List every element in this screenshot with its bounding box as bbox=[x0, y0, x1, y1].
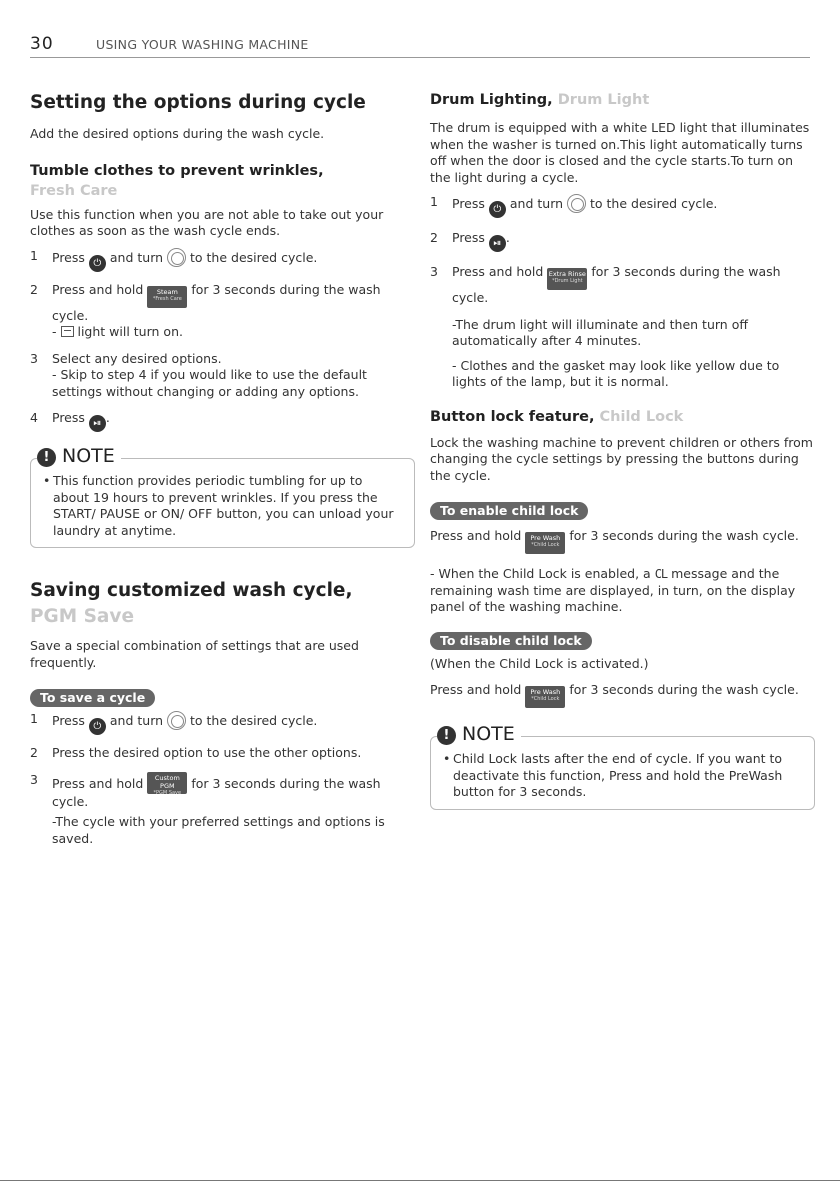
save-cycle-label bbox=[30, 687, 415, 707]
step-text: and turn bbox=[109, 713, 164, 728]
disable-instruction bbox=[430, 682, 815, 708]
cl-display-glyph: CL bbox=[654, 567, 668, 581]
tumble-step-3 bbox=[30, 351, 415, 401]
step-number: 3 bbox=[430, 264, 438, 279]
note-title-text: NOTE bbox=[62, 445, 115, 467]
instruction-text: Press and hold bbox=[430, 528, 522, 543]
step-text: Press bbox=[52, 410, 85, 425]
step-text: Press bbox=[452, 230, 485, 245]
note-exclamation-icon: ! bbox=[437, 726, 456, 745]
pre-wash-button-icon bbox=[525, 532, 565, 554]
key-label: Pre Wash bbox=[530, 534, 561, 542]
instruction-text: for 3 seconds during the wash cycle. bbox=[569, 682, 799, 697]
note-text: • This function provides periodic tumbling for up to about 19 hours to prevent wrinkles. If you press the START/ PAUSE or ON/ OFF button, you can unload your laundry at anytime. bbox=[43, 473, 402, 539]
step-number: 1 bbox=[30, 711, 38, 726]
options-intro: Add the desired options during the wash cycle. bbox=[30, 126, 325, 141]
key-sublabel: *Drum Light bbox=[552, 278, 583, 284]
key-sublabel: *PGM Save bbox=[153, 789, 182, 796]
page-bottom-rule bbox=[0, 1180, 840, 1181]
lock-description: Lock the washing machine to prevent children or others from changing the cycle settings by pressing the buttons during the cycle. bbox=[430, 434, 813, 483]
drum-feature-name: Drum Light bbox=[557, 92, 650, 108]
power-button-icon: ⏻ bbox=[489, 201, 506, 218]
key-sublabel: *Child Lock bbox=[531, 542, 560, 548]
step-text: for 3 seconds during the wash cycle. bbox=[452, 264, 781, 305]
saving-step-3-note: -The cycle with your preferred settings and options is saved. bbox=[52, 814, 385, 846]
fresh-care-indicator-icon bbox=[61, 326, 74, 337]
instruction-text: Press and hold bbox=[430, 682, 522, 697]
extra-rinse-button-icon bbox=[547, 268, 587, 290]
tumble-description: Use this function when you are not able to take out your clothes as soon as the wash cycle ends. bbox=[30, 206, 384, 238]
lock-heading bbox=[430, 407, 815, 427]
chapter-title: USING YOUR WASHING MACHINE bbox=[96, 37, 309, 52]
step-text: Press and hold bbox=[52, 281, 144, 297]
section-title-options: Setting the options during cycle bbox=[30, 92, 366, 113]
disable-child-lock-label bbox=[430, 630, 815, 650]
heading-text: Drum Lighting, bbox=[430, 92, 553, 108]
tumble-heading: Tumble clothes to prevent wrinkles, bbox=[30, 162, 324, 179]
step-number: 2 bbox=[430, 230, 438, 245]
tumble-step-4 bbox=[30, 410, 415, 432]
drum-description: The drum is equipped with a white LED light that illuminates when the washer is turned on.This light automatically turns off when the door is closed and the cycle starts.To turn on the light during a cycle. bbox=[430, 120, 810, 185]
step-text: Press and hold bbox=[452, 264, 544, 279]
power-button-icon: ⏻ bbox=[89, 255, 106, 272]
step-text: Select any desired options. bbox=[52, 350, 222, 366]
start-pause-button-icon: ⏯ bbox=[89, 415, 106, 432]
drum-step-3-note-1: -The drum light will illuminate and then turn off automatically after 4 minutes. bbox=[452, 316, 748, 348]
note-title-text: NOTE bbox=[462, 723, 515, 745]
disable-condition: (When the Child Lock is activated.) bbox=[430, 655, 649, 671]
drum-step-2 bbox=[430, 230, 815, 252]
step-text: to the desired cycle. bbox=[190, 249, 318, 265]
step-text: to the desired cycle. bbox=[190, 713, 318, 728]
step-text: and turn bbox=[109, 249, 164, 265]
key-label: Custom PGM bbox=[154, 773, 180, 790]
power-button-icon: ⏻ bbox=[89, 718, 106, 735]
pill-label: To enable child lock bbox=[430, 502, 588, 520]
step-text: Press bbox=[452, 196, 485, 211]
saving-step-3 bbox=[30, 772, 415, 848]
cycle-dial-icon bbox=[567, 194, 586, 213]
pre-wash-button-icon bbox=[525, 686, 565, 708]
note-title bbox=[37, 445, 121, 467]
info-text: message and the remaining wash time are displayed, in turn, on the display panel of the washing machine. bbox=[430, 566, 796, 614]
step-text: Press the desired option to use the other options. bbox=[52, 745, 362, 760]
drum-step-3-note-2: - Clothes and the gasket may look like yellow due to lights of the lamp, but it is normal. bbox=[452, 357, 780, 389]
note-title bbox=[437, 723, 521, 745]
dash: - bbox=[52, 324, 57, 339]
lock-enabled-info bbox=[430, 566, 815, 616]
key-sublabel: *Child Lock bbox=[531, 696, 560, 702]
key-sublabel: *Fresh Care bbox=[152, 295, 182, 302]
pill-label: To save a cycle bbox=[30, 689, 155, 707]
step-text: Press and hold bbox=[52, 775, 144, 791]
drum-heading bbox=[430, 90, 815, 110]
enable-instruction bbox=[430, 528, 815, 554]
key-label: Extra Rinse bbox=[548, 270, 586, 278]
saving-step-2 bbox=[30, 745, 415, 762]
saving-feature-name: PGM Save bbox=[30, 606, 135, 627]
note-box-child-lock bbox=[430, 723, 815, 810]
note-box-fresh-care bbox=[30, 445, 415, 548]
step-text: Press bbox=[52, 249, 85, 265]
step-text: Press bbox=[52, 713, 85, 728]
tumble-step-2 bbox=[30, 282, 415, 341]
tumble-step-2-note bbox=[52, 324, 415, 341]
saving-step-1 bbox=[30, 711, 415, 735]
tumble-step-3-note: - Skip to step 4 if you would like to use the default settings without changing or adding any options. bbox=[52, 367, 367, 399]
step-text: to the desired cycle. bbox=[590, 196, 718, 211]
right-column bbox=[430, 90, 815, 810]
info-text: - When the Child Lock is enabled, a bbox=[430, 566, 651, 581]
tumble-feature-name: Fresh Care bbox=[30, 182, 118, 199]
step-number: 2 bbox=[30, 281, 38, 297]
key-label: Pre Wash bbox=[530, 688, 561, 696]
sub-text: light will turn on. bbox=[77, 324, 183, 339]
cycle-dial-icon bbox=[167, 711, 186, 730]
start-pause-button-icon: ⏯ bbox=[489, 235, 506, 252]
page-number: 30 bbox=[30, 34, 54, 54]
step-number: 1 bbox=[30, 247, 38, 263]
steam-button-icon bbox=[147, 286, 187, 308]
saving-description: Save a special combination of settings that are used frequently. bbox=[30, 638, 359, 670]
step-text: and turn bbox=[509, 196, 564, 211]
key-label: Steam bbox=[156, 287, 178, 296]
left-column bbox=[30, 90, 415, 847]
step-number: 4 bbox=[30, 410, 38, 425]
step-text: for 3 seconds during the wash cycle. bbox=[52, 775, 381, 809]
custom-pgm-button-icon bbox=[147, 772, 187, 794]
step-number: 2 bbox=[30, 745, 38, 760]
note-exclamation-icon: ! bbox=[37, 448, 56, 467]
step-text: for 3 seconds during the wash cycle. bbox=[52, 281, 381, 323]
lock-feature-name: Child Lock bbox=[599, 408, 684, 425]
note-text: • Child Lock lasts after the end of cycle. If you want to deactivate this function, Press and hold the PreWash button for 3 seconds. bbox=[443, 751, 802, 801]
page-header bbox=[30, 34, 810, 58]
heading-text: Button lock feature, bbox=[430, 408, 595, 425]
tumble-step-1 bbox=[30, 248, 415, 272]
cycle-dial-icon bbox=[167, 248, 186, 267]
step-number: 3 bbox=[30, 350, 38, 366]
section-title-saving: Saving customized wash cycle, bbox=[30, 580, 353, 601]
drum-step-3 bbox=[430, 264, 815, 391]
step-number: 1 bbox=[430, 194, 438, 209]
pill-label: To disable child lock bbox=[430, 632, 592, 650]
step-number: 3 bbox=[30, 771, 38, 787]
step-text: . bbox=[505, 230, 510, 245]
instruction-text: for 3 seconds during the wash cycle. bbox=[569, 528, 799, 543]
enable-child-lock-label bbox=[430, 500, 815, 520]
step-text: . bbox=[105, 410, 110, 425]
drum-step-1 bbox=[430, 194, 815, 218]
